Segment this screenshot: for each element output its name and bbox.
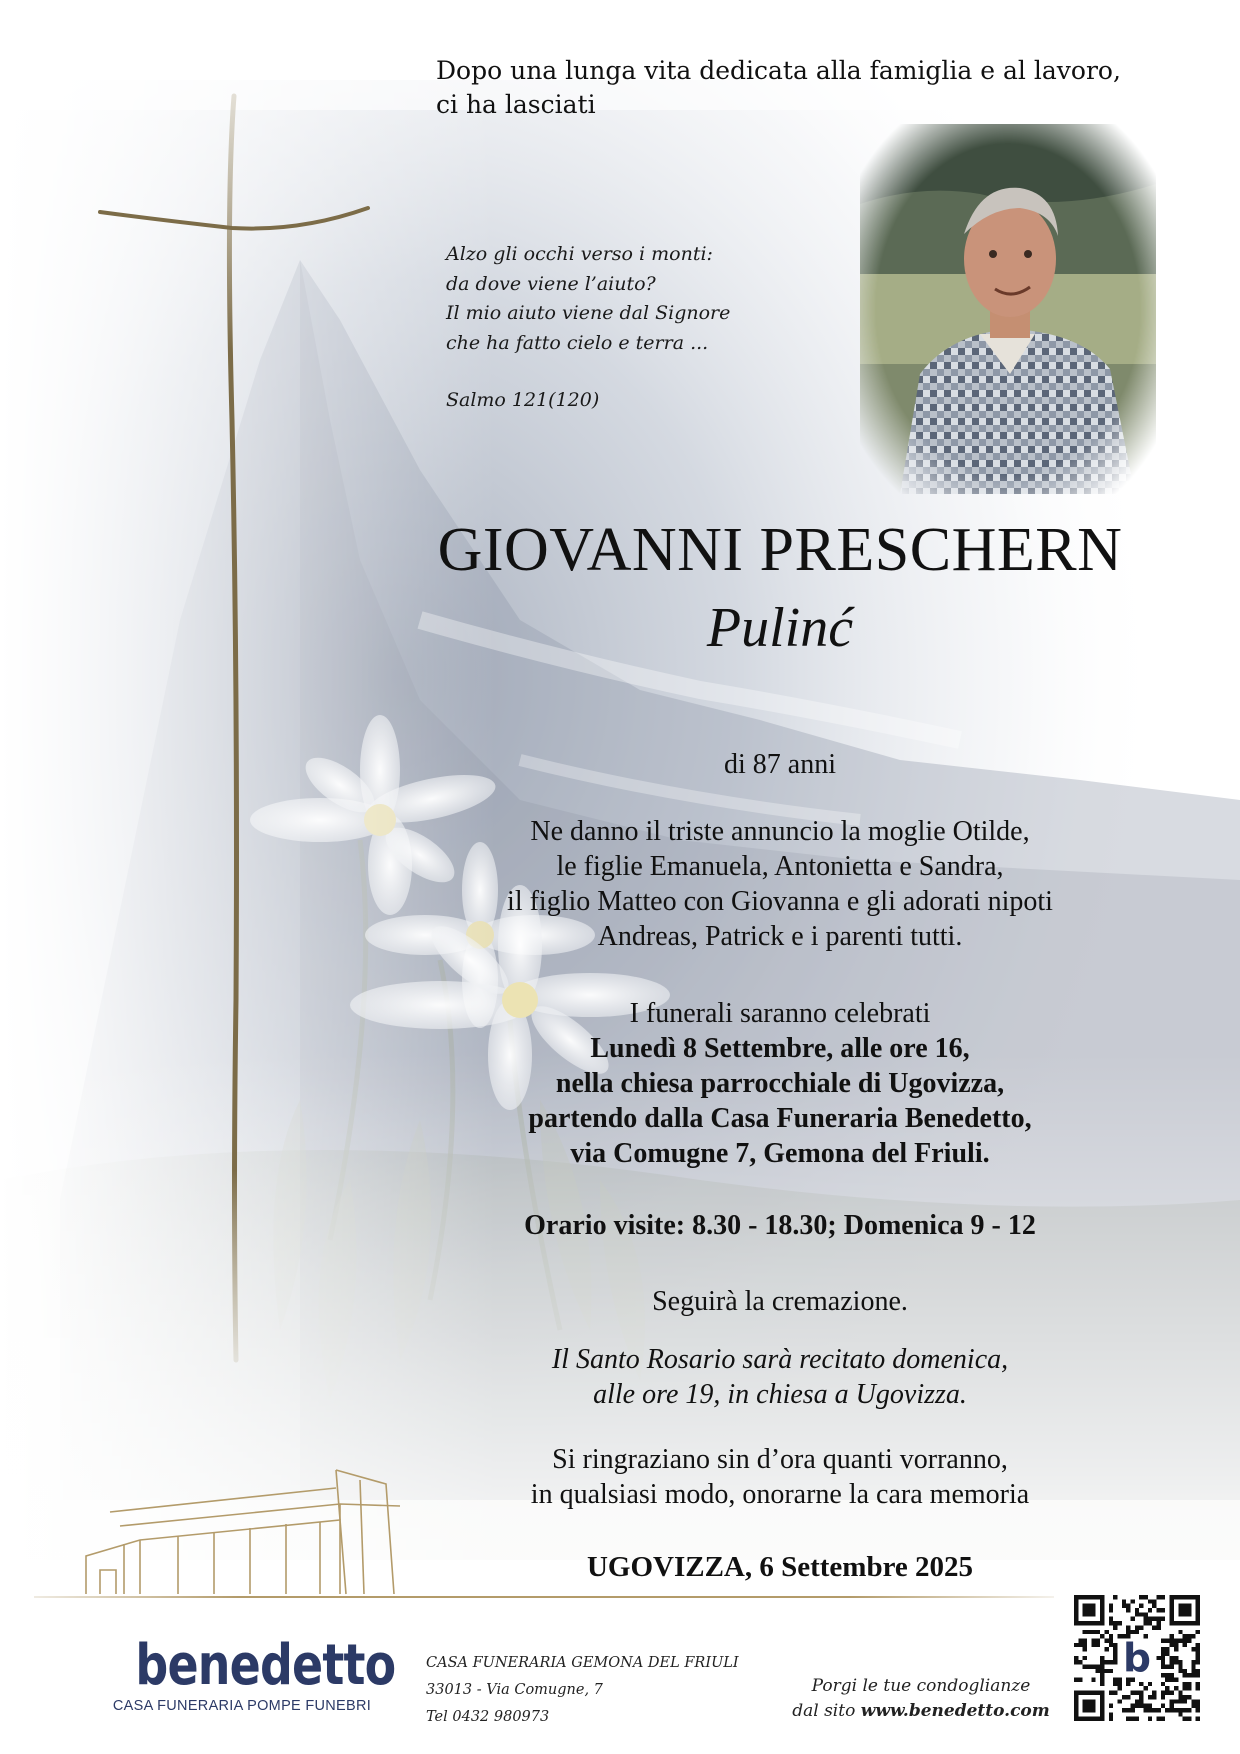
portrait-photo [860,124,1156,494]
rosary-line: Il Santo Rosario sarà recitato domenica, [551,1344,1009,1375]
funeral-home-contact [426,1650,756,1731]
funeral-intro: I funerali saranno celebrati [629,998,931,1029]
place-and-date: UGOVIZZA, 6 Settembre 2025 [586,1551,974,1583]
psalm-line: da dove viene l’aiuto? [446,272,656,295]
announcement-line: il figlio Matteo con Giovanna e gli adorati nipoti [507,886,1053,917]
condolences-prefix: dal sito [792,1701,861,1721]
funeral-details [420,996,1140,1171]
contact-line: Tel 0432 980973 [426,1709,550,1725]
psalm-line: Alzo gli occhi verso i monti: [446,243,713,265]
psalm-quote [446,240,806,416]
intro-text [436,54,1176,122]
funeral-detail-line: via Comugne 7, Gemona del Friuli. [570,1138,990,1169]
announcement-line: le figlie Emanuela, Antonietta e Sandra, [556,851,1004,882]
logo-wordmark: benedetto [135,1633,396,1698]
psalm-line: Il mio aiuto viene dal Signore [446,302,731,324]
cremation-note: Seguirà la cremazione. [652,1286,908,1317]
intro-line: Dopo una lunga vita dedicata alla famiglia e al lavoro, [436,56,1121,85]
thanks-line: Si ringraziano sin d’ora quanti vorranno, [552,1444,1008,1475]
psalm-reference: Salmo 121(120) [446,389,600,411]
announcement-line: Andreas, Patrick e i parenti tutti. [597,921,963,952]
deceased-name: GIOVANNI PRESCHERN [437,516,1123,584]
rosary-note [420,1342,1140,1412]
family-announcement [420,814,1140,954]
condolences-line: Porgi le tue condoglianze [811,1676,1031,1696]
funeral-detail-line: Lunedì 8 Settembre, alle ore 16, [590,1033,970,1064]
rosary-line: alle ore 19, in chiesa a Ugovizza. [593,1379,967,1410]
deceased-age: di 87 anni [724,749,836,780]
deceased-nickname: Pulinć [706,597,854,659]
thanks-note [420,1442,1140,1512]
contact-line: CASA FUNERARIA GEMONA DEL FRIULI [426,1655,739,1671]
footer-divider [34,1596,1054,1598]
psalm-line: che ha fatto cielo e terra ... [446,331,709,354]
qr-center-letter: b [1123,1636,1151,1682]
funeral-detail-line: nella chiesa parrocchiale di Ugovizza, [555,1068,1005,1099]
funeral-detail-line: partendo dalla Casa Funeraria Benedetto, [528,1103,1032,1134]
website-link[interactable]: www.benedetto.com [860,1701,1050,1721]
condolences-line-2 [776,1699,1066,1724]
contact-line: 33013 - Via Comugne, 7 [426,1682,603,1698]
benedetto-logo [112,1633,396,1714]
logo-subtitle: CASA FUNERARIA POMPE FUNEBRI [112,1698,372,1714]
qr-code-icon[interactable] [1074,1595,1200,1721]
visiting-hours: Orario visite: 8.30 - 18.30; Domenica 9 - 12 [524,1210,1036,1241]
intro-line: ci ha lasciati [436,90,596,119]
condolences-note [776,1674,1066,1724]
thanks-line: in qualsiasi modo, onorarne la cara memoria [530,1479,1030,1510]
announcement-line: Ne danno il triste annuncio la moglie Otilde, [530,816,1030,847]
